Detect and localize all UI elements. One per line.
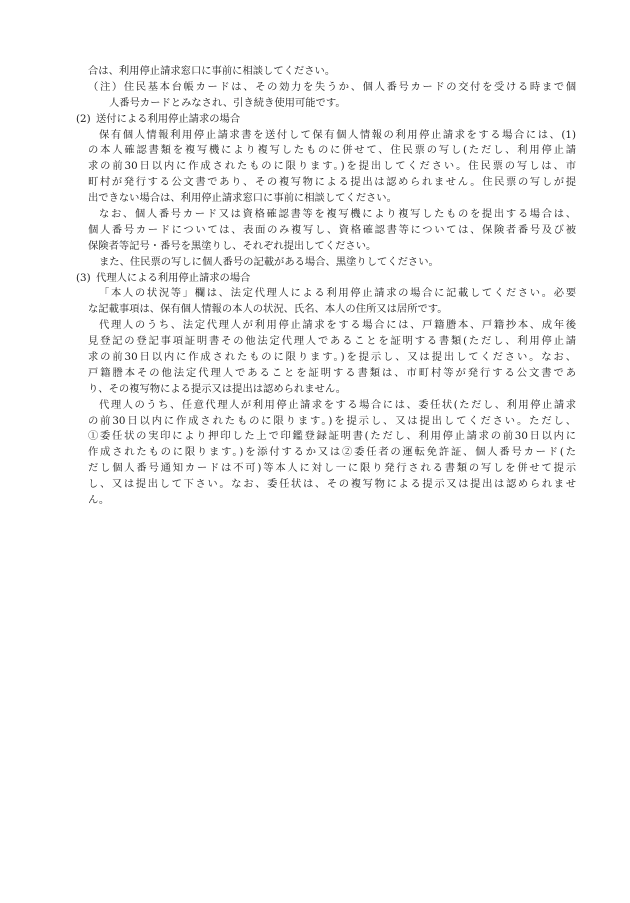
paragraph-line: 代理人のうち、法定代理人が利用停止請求をする場合には、戸籍謄本、戸籍抄本、成年後 bbox=[99, 319, 576, 332]
paragraph-line: 個人番号カードについては、表面のみ複写し、資格確認書等については、保険者番号及び被 bbox=[88, 223, 576, 236]
paragraph-line: な記載事項は、保有個人情報の本人の状況、氏名、本人の住所又は居所です。 bbox=[88, 303, 448, 316]
paragraph-line: ①委任状の実印により押印した上で印鑑登録証明書(ただし、利用停止請求の前30日以内に bbox=[88, 430, 576, 443]
paragraph-line: だし個人番号通知カードは不可)等本人に対し一に限り発行される書類の写しを併せて提示 bbox=[88, 462, 576, 475]
section-heading-2 bbox=[76, 112, 576, 128]
paragraph-line: 見登記の登記事項証明書その他法定代理人であることを証明する書類(ただし、利用停止請 bbox=[88, 335, 576, 348]
note-line: （注）住民基本台帳カードは、その効力を失うか、個人番号カードの交付を受ける時まで個 bbox=[88, 80, 576, 93]
paragraph-line: なお、個人番号カード又は資格確認書等を複写機により複写したものを提出する場合は、 bbox=[99, 208, 576, 221]
paragraph-line: 戸籍謄本その他法定代理人であることを証明する書類は、市町村等が発行する公文書であ bbox=[88, 366, 576, 379]
paragraph-line: 保有個人情報利用停止請求書を送付して保有個人情報の利用停止請求をする場合には、(1) bbox=[99, 128, 576, 141]
paragraph-line: り、その複写物による提示又は提出は認められません。 bbox=[88, 382, 347, 395]
text-line: 合は、利用停止請求窓口に事前に相談してください。 bbox=[88, 65, 336, 77]
paragraph-line: し、又は提出して下さい。なお、委任状は、その複写物による提示又は提出は認められませ bbox=[88, 478, 576, 491]
section-title: 送付による利用停止請求の場合 bbox=[96, 112, 241, 125]
section-number: (3) bbox=[76, 271, 91, 284]
section-number: (2) bbox=[76, 112, 91, 125]
paragraph-line: また、住民票の写しに個人番号の記載がある場合、黒塗りしてください。 bbox=[99, 255, 439, 268]
paragraph-line: 求の前30日以内に作成されたものに限ります。)を提示し、又は提出してください。なお、 bbox=[88, 351, 576, 364]
section-title: 代理人による利用停止請求の場合 bbox=[96, 271, 251, 284]
note-line: 人番号カードとみなされ、引き続き使用可能です。 bbox=[109, 96, 346, 109]
paragraph-line: 作成されたものに限ります。)を添付するか又は②委任者の運転免許証、個人番号カード(た bbox=[88, 446, 576, 459]
section-heading-3 bbox=[76, 271, 576, 287]
paragraph-line: 「本人の状況等」欄は、法定代理人による利用停止請求の場合に記載してください。必要 bbox=[99, 287, 576, 300]
paragraph-line: 保険者等記号・番号を黒塗りし、それぞれ提出してください。 bbox=[88, 239, 377, 252]
paragraph-line: ん。 bbox=[88, 494, 110, 507]
paragraph-line: 町村が発行する公文書であり、その複写物による提出は認められません。住民票の写しが提 bbox=[88, 176, 576, 189]
paragraph-line: 代理人のうち、任意代理人が利用停止請求をする場合には、委任状(ただし、利用停止請求 bbox=[99, 398, 576, 411]
paragraph-line: の前30日以内に作成されたものに限ります。)を提示し、又は提出してください。ただし、 bbox=[88, 414, 576, 427]
paragraph-line: 出できない場合は、利用停止請求窓口に事前に相談してください。 bbox=[88, 192, 397, 205]
paragraph-line: 求の前30日以内に作成されたものに限ります。)を提出してください。住民票の写しは、市 bbox=[88, 160, 576, 173]
paragraph-line: の本人確認書類を複写機により複写したものに併せて、住民票の写し(ただし、利用停止請 bbox=[88, 144, 576, 157]
